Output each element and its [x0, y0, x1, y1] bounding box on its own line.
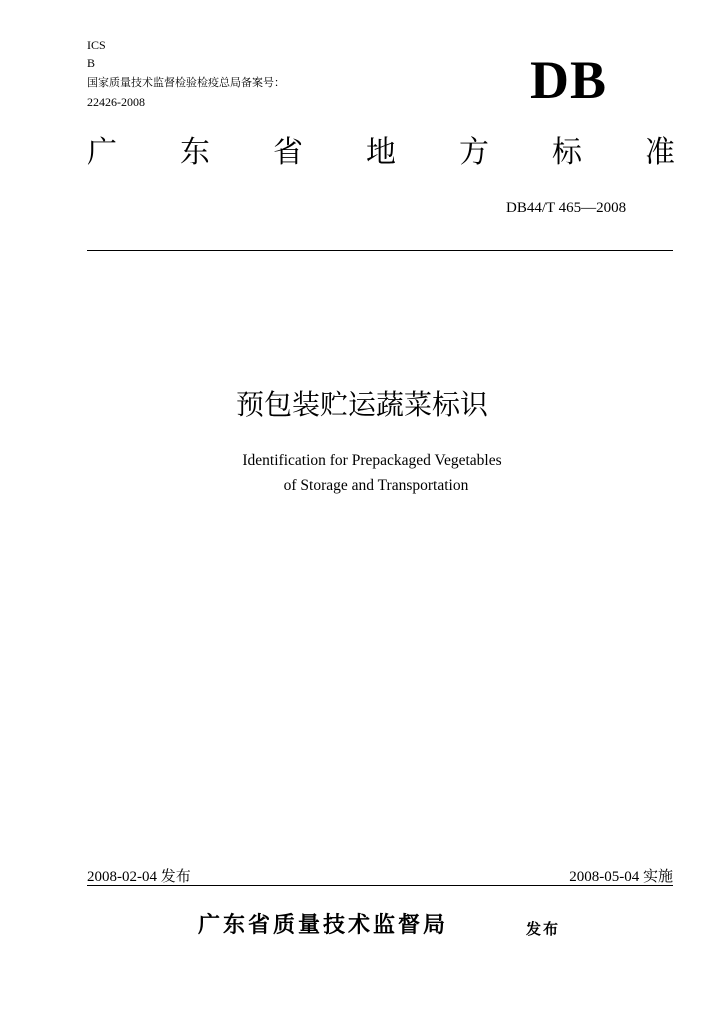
issue-date: 2008-02-04 发布: [87, 869, 191, 885]
document-title-chinese: 预包装贮运蔬菜标识: [235, 388, 488, 421]
standard-type-char: 准: [645, 135, 675, 170]
issuing-authority: 广东省质量技术监督局: [198, 913, 449, 938]
document-title-english-line2: of Storage and Transportation: [283, 477, 469, 494]
classification-code: B: [87, 56, 96, 70]
standard-number: DB44/T 465—2008: [506, 200, 627, 216]
document-title-english-line1: Identification for Prepackaged Vegetables: [242, 452, 502, 469]
bottom-divider: [87, 885, 673, 886]
standard-type-char: 标: [552, 135, 582, 170]
issuing-authority-suffix: 发布: [526, 920, 561, 938]
standard-type-char: 地: [366, 135, 396, 170]
standard-type-char: 东: [180, 135, 210, 170]
top-divider: [87, 250, 673, 251]
filing-number: 22426-2008: [87, 95, 145, 109]
standard-type-char: 省: [273, 135, 303, 170]
ics-code: ICS: [87, 38, 106, 52]
standard-type-heading: [87, 136, 675, 170]
standard-type-char: 广: [87, 135, 117, 170]
implementation-date: 2008-05-04 实施: [569, 869, 673, 885]
standard-type-char: 方: [459, 135, 489, 170]
filing-label: 国家质量技术监督检验检疫总局备案号：: [87, 76, 285, 89]
db-logo: DB: [530, 50, 608, 110]
